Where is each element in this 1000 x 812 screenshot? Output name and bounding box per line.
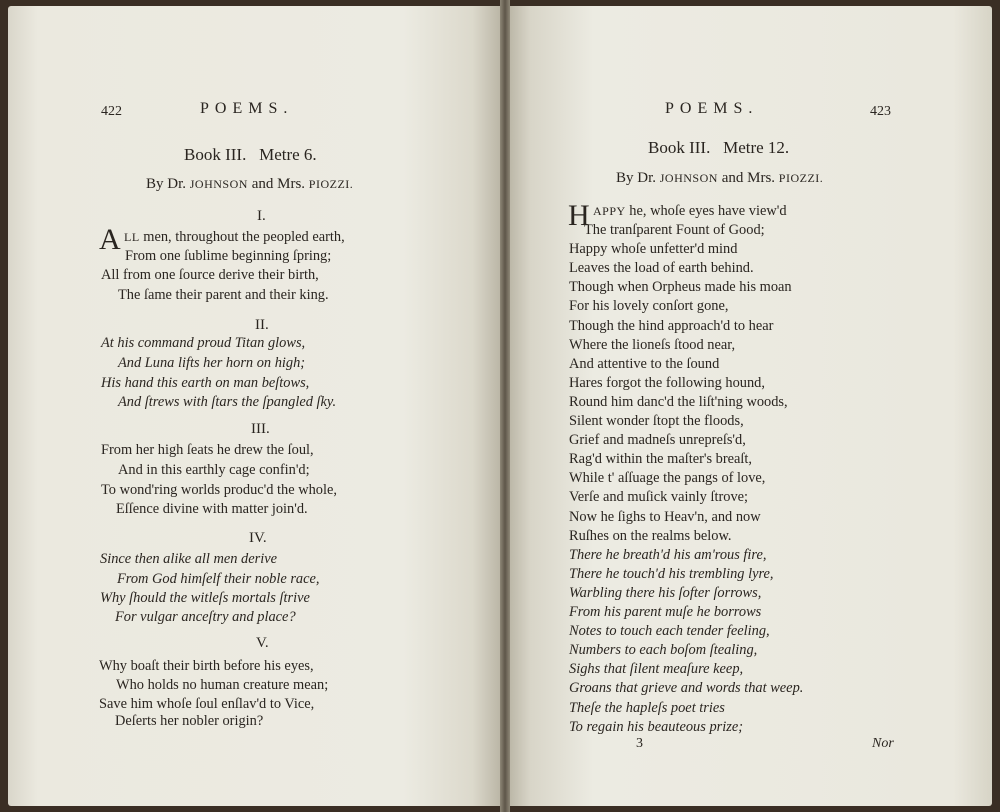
poem-line-text: he, whoſe eyes have view'd (629, 203, 787, 219)
poem-line: Deſerts her nobler origin? (115, 713, 264, 729)
poem-line (124, 228, 345, 247)
poem-line: From one ſublime beginning ſpring; (125, 248, 332, 264)
poem-line: Grief and madneſs unrepreſs'd, (569, 432, 746, 449)
stanza-numeral: V. (256, 635, 269, 651)
stanza-numeral: III. (251, 421, 270, 437)
poem-line: Hares forgot the following hound, (569, 374, 765, 391)
left-running-head: POEMS. (200, 100, 294, 117)
poem-line: The tranſparent Fount of Good; (584, 222, 765, 238)
poem-line: Warbling there his ſofter ſorrows, (569, 584, 762, 601)
poem-line: To regain his beauteous prize; (569, 718, 744, 735)
poem-line: Happy whoſe unfetter'd mind (569, 241, 738, 258)
poem-line: Silent wonder ſtopt the floods, (569, 413, 744, 429)
right-running-head: POEMS. (665, 100, 759, 117)
poem-line: There he touch'd his trembling lyre, (569, 565, 774, 582)
byline-author-piozzi: PIOZZI. (778, 171, 824, 185)
poem-line: And attentive to the ſound (569, 355, 720, 372)
poem-line: Though when Orpheus made his moan (569, 279, 792, 296)
byline-author-johnson: JOHNSON (189, 177, 248, 191)
left-page-number: 422 (101, 104, 122, 119)
poem-line: From God himſelf their noble race, (117, 571, 320, 587)
drop-cap: A (99, 223, 121, 256)
drop-cap-rest: APPY (593, 204, 626, 218)
poem-line: While t' aſſuage the pangs of love, (569, 470, 766, 487)
poem-line: Numbers to each boſom ſtealing, (569, 642, 758, 659)
poem-line: Save him whoſe ſoul enſlav'd to Vice, (99, 696, 315, 712)
poem-line: Round him danc'd the liſt'ning woods, (569, 393, 788, 410)
drop-cap: H (568, 199, 590, 232)
poem-line: Why ſhould the witleſs mortals ſtrive (100, 590, 310, 606)
poem-line: Now he ſighs to Heav'n, and now (569, 508, 761, 525)
byline-author-piozzi: PIOZZI. (308, 177, 354, 191)
poem-line: Verſe and muſick vainly ſtrove; (569, 489, 749, 506)
poem-line: Theſe the hapleſs poet tries (569, 699, 725, 716)
poem-line: To wond'ring worlds produc'd the whole, (101, 482, 337, 498)
poem-line: For vulgar anceſtry and place? (115, 609, 296, 625)
poem-line: Ruſhes on the realms below. (569, 527, 732, 544)
poem-line: Leaves the load of earth behind. (569, 260, 754, 277)
poem-line: For his lovely conſort gone, (569, 298, 729, 315)
book-gutter (500, 0, 510, 812)
byline-middle: and Mrs. (247, 176, 309, 192)
poem-line: From his parent muſe he borrows (569, 604, 762, 620)
poem-line: Where the lioneſs ſtood near, (569, 336, 736, 353)
byline-middle: and Mrs. (717, 170, 779, 186)
byline-prefix: By Dr. (616, 170, 660, 186)
left-byline (146, 176, 353, 193)
poem-line: Rag'd within the maſter's breaſt, (569, 451, 753, 468)
right-poem-title: Book III. Metre 12. (648, 138, 790, 157)
poem-line: And Luna lifts her horn on high; (118, 355, 306, 371)
left-poem-title: Book III. Metre 6. (184, 145, 317, 164)
right-byline (616, 170, 823, 187)
byline-prefix: By Dr. (146, 176, 190, 192)
poem-line-text: men, throughout the peopled earth, (143, 229, 345, 245)
poem-line: And in this earthly cage confin'd; (118, 462, 310, 478)
poem-line: Sighs that ſilent meaſure keep, (569, 661, 744, 678)
poem-line (593, 202, 787, 221)
poem-line: His hand this earth on man beſtows, (101, 375, 310, 391)
poem-line: Why boaſt their birth before his eyes, (99, 658, 314, 674)
poem-line: The ſame their parent and their king. (118, 287, 329, 303)
poem-line: Eſſence divine with matter join'd. (116, 501, 308, 517)
byline-author-johnson: JOHNSON (659, 171, 718, 185)
signature-mark: 3 (636, 736, 643, 751)
right-page-number: 423 (870, 104, 891, 119)
poem-line: There he breath'd his am'rous fire, (569, 546, 767, 563)
poem-line: All from one ſource derive their birth, (101, 267, 319, 283)
poem-line: At his command proud Titan glows, (101, 335, 306, 351)
catchword: Nor (872, 736, 894, 751)
stanza-numeral: IV. (249, 530, 267, 546)
poem-line: Notes to touch each tender feeling, (569, 623, 770, 640)
poem-line: Though the hind approach'd to hear (569, 317, 774, 334)
poem-line: From her high ſeats he drew the ſoul, (101, 442, 314, 458)
poem-line: Who holds no human creature mean; (116, 677, 329, 693)
stanza-numeral: II. (255, 317, 269, 333)
drop-cap-rest: LL (124, 230, 140, 244)
stanza-numeral: I. (257, 208, 266, 224)
poem-line: Since then alike all men derive (100, 551, 278, 567)
poem-line: Groans that grieve and words that weep. (569, 680, 804, 697)
poem-line: And ſtrews with ſtars the ſpangled ſky. (118, 394, 337, 410)
